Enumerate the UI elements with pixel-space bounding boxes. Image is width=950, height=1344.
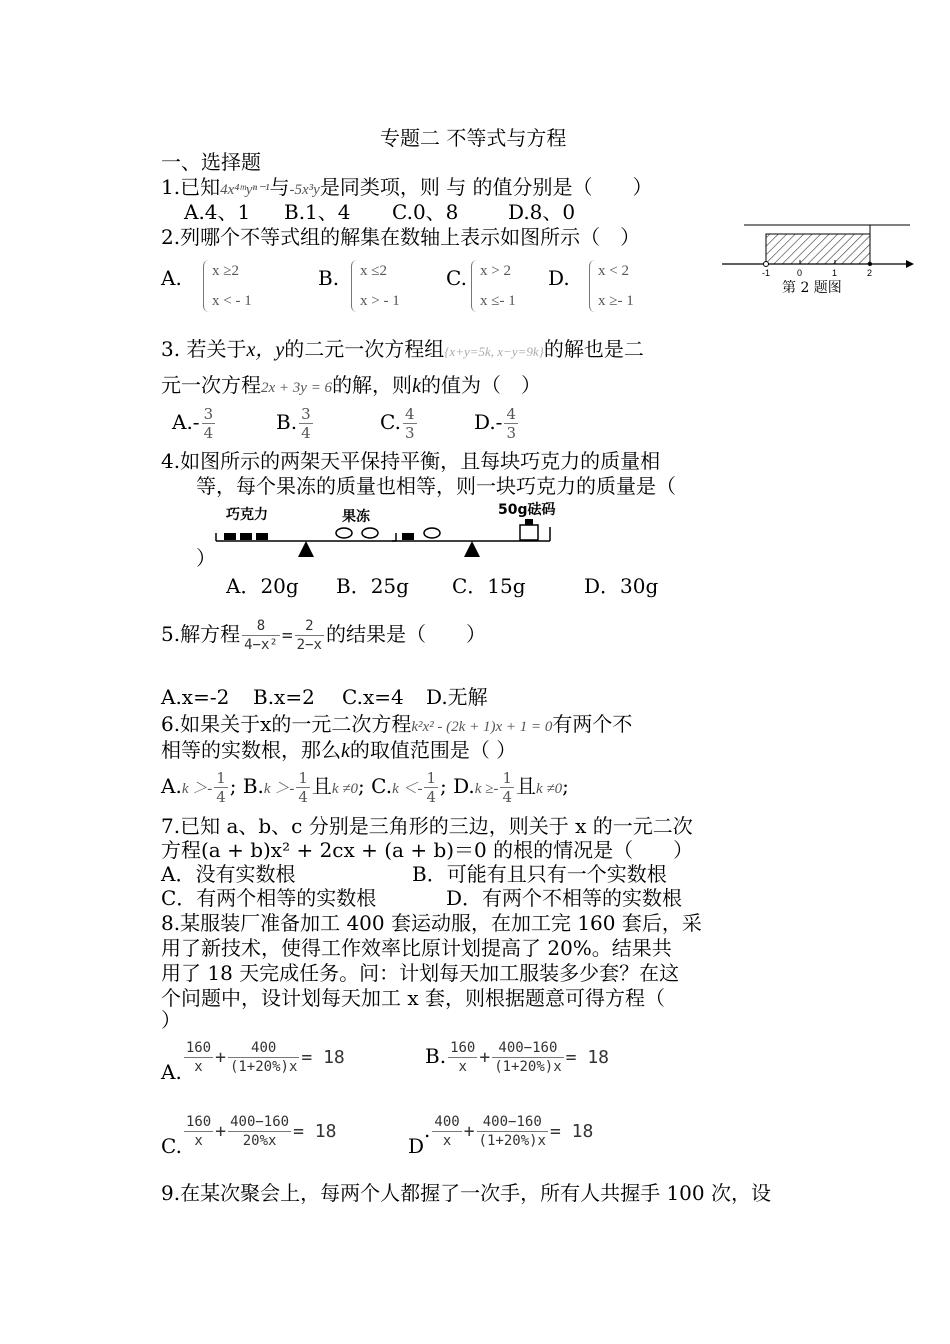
question-3-option-d: D.- $\frac{4}{3}$ [474,405,516,442]
question-6-line-1: 6.如果关于x的一元二次方程k²x² - (2k + 1)x + 1 = 0有两个不 [161,712,633,736]
question-3-option-b: B. $\frac{3}{4}$ [276,405,311,442]
question-3-line-1: 3. 若关于x，y的二元一次方程组{x+y=5k, x−y=9k}的解也是二 [161,337,644,361]
question-1-option-c: C.0、8 [392,200,459,224]
question-5-stem: 5.解方程 $\frac{8}{\text{4−x²}}$ = $\frac{2}{2-x}$ 的结果是（ ） [161,618,486,653]
weight-knob [525,519,533,525]
weight-label: 50g砝码 [498,502,556,518]
question-5-option-b: B.x=2 [253,685,315,709]
question-2-option-b-label: B. [318,266,340,290]
question-7-option-a: A．没有实数根 [161,862,296,886]
chocolate-icon [240,533,252,540]
question-8-line-4: 个问题中，设计划每天加工 x 套，则根据题意可得方程（ [161,986,665,1010]
question-2-option-a-system: x ≥2 x < - 1 [212,256,252,316]
question-8-line-5: ） [161,1008,181,1032]
question-8-option-a: A. $\frac{160}{x}$ + $\frac{400}{(1+20\%)x}$ = 18 [161,1040,345,1084]
question-5-option-d: D.无解 [426,685,488,709]
question-4-option-b: B．25g [336,574,409,598]
jelly-icon [336,528,352,538]
question-5-option-a: A.x=-2 [161,685,230,709]
question-2-option-d-label: D. [548,266,570,290]
question-1-option-a: A.4、1 [184,200,251,224]
page-title: 专题二 不等式与方程 [380,126,567,150]
question-2-option-d-system: x < 2 x ≥- 1 [598,256,634,316]
balance-scales-figure [210,497,570,563]
number-line-figure [722,222,917,302]
weight-icon [520,525,538,540]
jelly-icon [362,528,378,538]
question-1-option-d: D.8、0 [508,200,576,224]
question-7-line-1: 7.已知 a、b、c 分别是三角形的三边，则关于 x 的一元二次 [161,814,693,838]
question-8-line-1: 8.某服装厂准备加工 400 套运动服，在加工完 160 套后，采 [161,911,702,935]
tick-label: 0 [797,268,803,278]
chocolate-icon [256,533,268,540]
chocolate-icon [224,533,236,540]
question-9-line-1: 9.在某次聚会上，每两个人都握了一次手，所有人共握手 100 次，设 [161,1181,771,1205]
question-8-option-c: C. $\frac{160}{x}$ + $\frac{400-160}{20\%x}$ = 18 [161,1114,337,1158]
question-8-option-b: B. $\frac{160}{x}$ + $\frac{400-160}{(1+20\%)x}$ = 18 [425,1040,609,1075]
chocolate-label: 巧克力 [226,507,268,523]
question-3-line-2: 元一次方程2x + 3y = 6的解，则k的值为（ ） [161,373,541,397]
question-1-option-b: B.1、4 [284,200,351,224]
question-1-stem: 1.已知4x⁴ᵐyⁿ⁻¹与-5x³y是同类项，则 与 的值分别是（ ） [161,175,653,199]
chocolate-icon [402,533,414,540]
question-4-option-d: D．30g [584,574,659,598]
question-2-option-c-system: x > 2 x ≤- 1 [480,256,516,316]
question-8-line-2: 用了新技术，使得工作效率比原计划提高了 20%。结果共 [161,936,672,960]
question-6-options: A.k ＞- $\frac{1}{4}$ ; B.k ＞- $\frac{1}{4}$ 且k ≠0; C.k ＜- $\frac{1}{4}$ ; D.k ≥- $\frac{1}{4}$ 且k ≠0; [161,769,569,806]
question-2-stem: 2.列哪个不等式组的解集在数轴上表示如图所示（ ） [161,225,641,249]
question-7-option-b: B．可能有且只有一个实数根 [412,862,667,886]
question-3-option-a: A.- $\frac{3}{4}$ [172,405,214,442]
question-4-option-a: A．20g [226,574,299,598]
question-2-option-a-label: A. [161,266,182,290]
question-4-line-2: 等，每个果冻的质量也相等，则一块巧克力的质量是（ [196,474,676,498]
jelly-label: 果冻 [342,509,370,525]
arrow-icon [906,260,914,268]
question-7-line-2: 方程(a + b)x² + 2cx + (a + b)＝0 的根的情况是（ ） [161,838,694,862]
scale-1-pivot [298,541,314,557]
tick-label: -1 [762,268,771,278]
question-2-option-b-system: x ≤2 x > - 1 [360,256,400,316]
figure-caption: 第 2 题图 [782,280,842,296]
tick-label: 2 [867,268,873,278]
question-3-option-c: C. $\frac{4}{3}$ [380,405,415,442]
tick-label: 1 [832,268,838,278]
jelly-icon [424,528,440,538]
question-2-option-c-label: C. [446,266,467,290]
question-6-line-2: 相等的实数根，那么k的取值范围是（ ） [161,738,517,762]
question-7-option-c: C．有两个相等的实数根 [161,886,377,910]
question-7-option-d: D．有两个不相等的实数根 [446,886,683,910]
question-5-option-c: C.x=4 [342,685,404,709]
question-4-line-3: ） [196,546,216,570]
solution-region [766,234,870,264]
section-heading: 一、选择题 [161,150,261,174]
question-8-option-d: D. $\frac{400}{x}$ + $\frac{400-160}{(1+20\%)x}$ = 18 [408,1114,594,1158]
question-8-line-3: 用了 18 天完成任务。问：计划每天加工服装多少套？在这 [161,961,680,985]
scale-2-pivot [464,541,480,557]
question-4-option-c: C．15g [452,574,526,598]
question-4-line-1: 4.如图所示的两架天平保持平衡，且每块巧克力的质量相 [161,449,661,473]
